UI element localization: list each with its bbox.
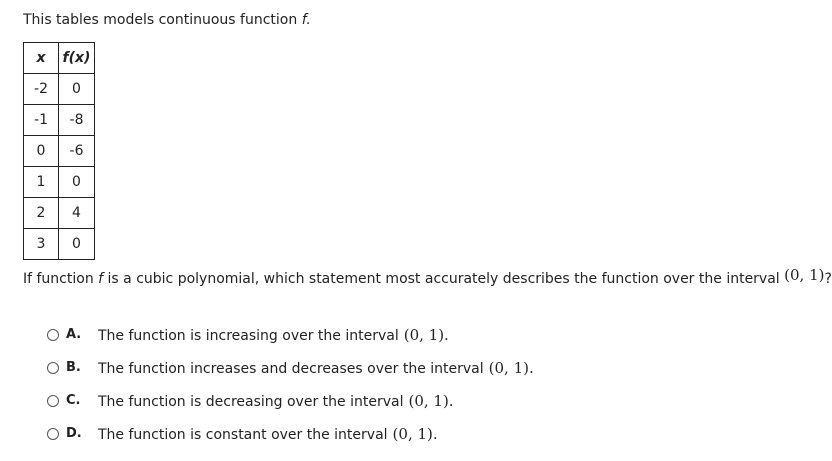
table-header-fx: f(x) — [59, 43, 95, 74]
question-prompt — [23, 268, 832, 289]
choice-statement-c: The function is decreasing over the interval — [98, 393, 404, 410]
table-cell-fx: 0 — [59, 229, 95, 260]
choice-interval-d: (0, 1). — [392, 424, 438, 443]
table-row — [24, 198, 95, 229]
radio-button-c[interactable] — [47, 395, 59, 407]
choice-c[interactable] — [47, 384, 787, 417]
table-header-x: x — [24, 43, 59, 74]
table-cell-x: 1 — [24, 167, 59, 198]
table-row — [24, 74, 95, 105]
intro-text — [23, 11, 311, 29]
table-cell-fx: -8 — [59, 105, 95, 136]
question-function-name: f — [98, 271, 104, 287]
table-cell-x: 2 — [24, 198, 59, 229]
table-row — [24, 105, 95, 136]
choice-d[interactable] — [47, 417, 787, 450]
table-cell-x: -2 — [24, 74, 59, 105]
question-interval: (0, 1) — [784, 266, 825, 284]
choice-interval-a: (0, 1). — [403, 325, 449, 344]
table-cell-fx: 0 — [59, 167, 95, 198]
choice-statement-a: The function is increasing over the interval — [98, 327, 399, 344]
choice-statement-d: The function is constant over the interval — [98, 426, 388, 443]
choice-interval-b: (0, 1). — [488, 358, 534, 377]
table-cell-x: -1 — [24, 105, 59, 136]
radio-button-d[interactable] — [47, 428, 59, 440]
question-part1: If function — [23, 271, 99, 287]
table-cell-x: 0 — [24, 136, 59, 167]
table-cell-fx: 0 — [59, 74, 95, 105]
table-row — [24, 167, 95, 198]
choice-letter-d: D. — [66, 426, 82, 441]
table-cell-fx: -6 — [59, 136, 95, 167]
choice-b[interactable] — [47, 351, 787, 384]
table-row — [24, 229, 95, 260]
choice-interval-c: (0, 1). — [408, 391, 454, 410]
intro-sentence: This tables models continuous function — [23, 12, 302, 28]
answer-choices — [47, 318, 787, 450]
choice-letter-a: A. — [66, 327, 82, 342]
choice-text-b — [98, 359, 534, 377]
radio-button-a[interactable] — [47, 329, 59, 341]
question-part2: is a cubic polynomial, which statement most accurately describes the function over the interval — [103, 271, 785, 287]
choice-text-d — [98, 425, 438, 443]
table-cell-x: 3 — [24, 229, 59, 260]
choice-letter-b: B. — [66, 360, 81, 375]
choice-text-c — [98, 392, 454, 410]
choice-a[interactable] — [47, 318, 787, 351]
choice-letter-c: C. — [66, 393, 81, 408]
question-end: ? — [824, 271, 832, 287]
table-row — [24, 136, 95, 167]
table-header-row — [24, 43, 95, 74]
choice-text-a — [98, 326, 449, 344]
intro-function-name: f. — [301, 12, 311, 28]
choice-statement-b: The function increases and decreases over the interval — [98, 360, 484, 377]
function-table — [23, 42, 95, 260]
radio-button-b[interactable] — [47, 362, 59, 374]
table-cell-fx: 4 — [59, 198, 95, 229]
